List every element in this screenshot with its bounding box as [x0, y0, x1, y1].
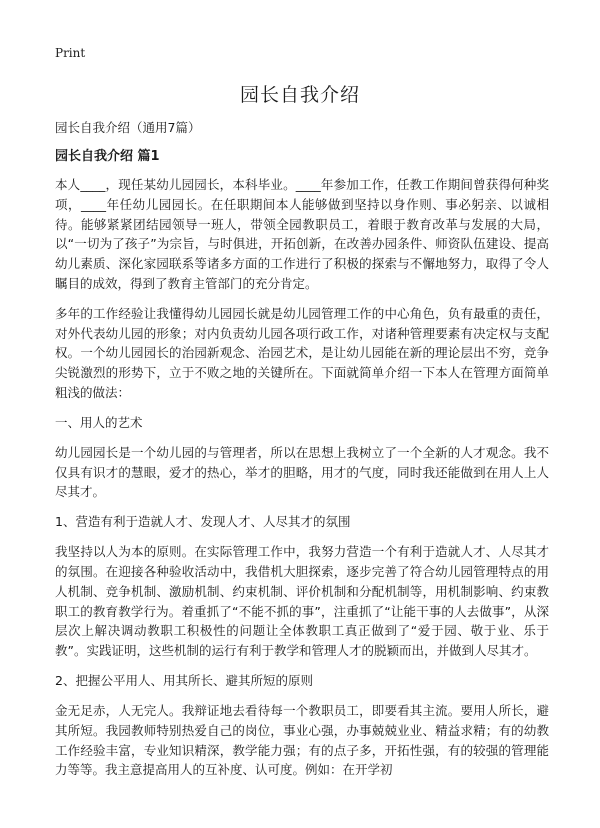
paragraph-strengths: 金无足赤，人无完人。我辩证地去看待每一个教职员工，即要看其主流。要用人所长，避其所短。我园教师特别热爱自己的岗位，事业心强，办事兢兢业业、精益求精；有的幼教工作经验丰富，专业知识精深，教学能力强；有的点子多，开拓性强，有的较强的管理能力等等。我主意提高用人的互补度、认可度。例如：在开学初: [55, 702, 549, 778]
paragraph-experience: 多年的工作经验让我懂得幼儿园园长就是幼儿园管理工作的中心角色，负有最重的责任，对外代表幼儿园的形象；对内负责幼儿园各项行政工作，对诸种管理要素有决定权与支配权。一个幼儿园园长的治园新观念、治园艺术，是让幼儿园能在新的理论层出不穷，竞争尖锐激烈的形势下，立于不败之地的关键所在。下面就简单介绍一下本人在管理方面简单粗浅的做法：: [55, 305, 549, 400]
article-subtitle: 园长自我介绍（通用7篇）: [55, 120, 201, 135]
heading-talent-atmosphere: 1、营造有利于造就人才、发现人才、人尽其才的氛围: [55, 514, 351, 530]
section-heading: 园长自我介绍 篇1: [55, 149, 160, 164]
paragraph-mechanisms: 我坚持以人为本的原则。在实际管理工作中，我努力营造一个有利于造就人才、人尽其才的氛围。在迎接各种验收活动中，我借机大胆探索，逐步完善了符合幼儿园管理特点的用人机制、竞争机制、激励机制、约束机制、评价机制和分配机制等，用机制影响、约束教职工的教育教学行为。着重抓了“不能不抓的事”，注重抓了“让能干事的人去做事”，从深层次上解决调动教职工积极性的问题让全体教职工真正做到了“爱于园、敬于业、乐于教”。实践证明，这些机制的运行有利于教学和管理人才的脱颖而出，并做到人尽其才。: [55, 544, 549, 659]
print-link[interactable]: Print: [55, 46, 86, 60]
heading-fair-employment: 2、把握公平用人、用其所长、避其所短的原则: [55, 672, 313, 688]
paragraph-talent-concept: 幼儿园园长是一个幼儿园的与管理者，所以在思想上我树立了一个全新的人才观念。我不仅具有识才的慧眼，爱才的热心，举才的胆略，用才的气度，同时我还能做到在用人上人尽其才。: [55, 444, 549, 500]
article-body: [55, 118, 549, 790]
paragraph-intro: 本人____，现任某幼儿园园长，本科毕业。____年参加工作，任教工作期间曾获得何种奖项，____年任幼儿园园长。在任职期间本人能够做到坚持以身作则、事必躬亲、以诚相待。能够紧紧团结园领导一班人，带领全园教职员工，着眼于教育改革与发展的大局，以“一切为了孩子”为宗旨，与时俱进，开拓创新，在改善办园条件、师资队伍建设、提高幼儿素质、深化家园联系等诸多方面的工作进行了积极的探索与不懈地努力，取得了令人瞩目的成效，得到了教育主管部门的充分肯定。: [55, 177, 549, 291]
page-title: 园长自我介绍: [239, 84, 360, 106]
heading-employment-art: 一、用人的艺术: [55, 414, 143, 430]
